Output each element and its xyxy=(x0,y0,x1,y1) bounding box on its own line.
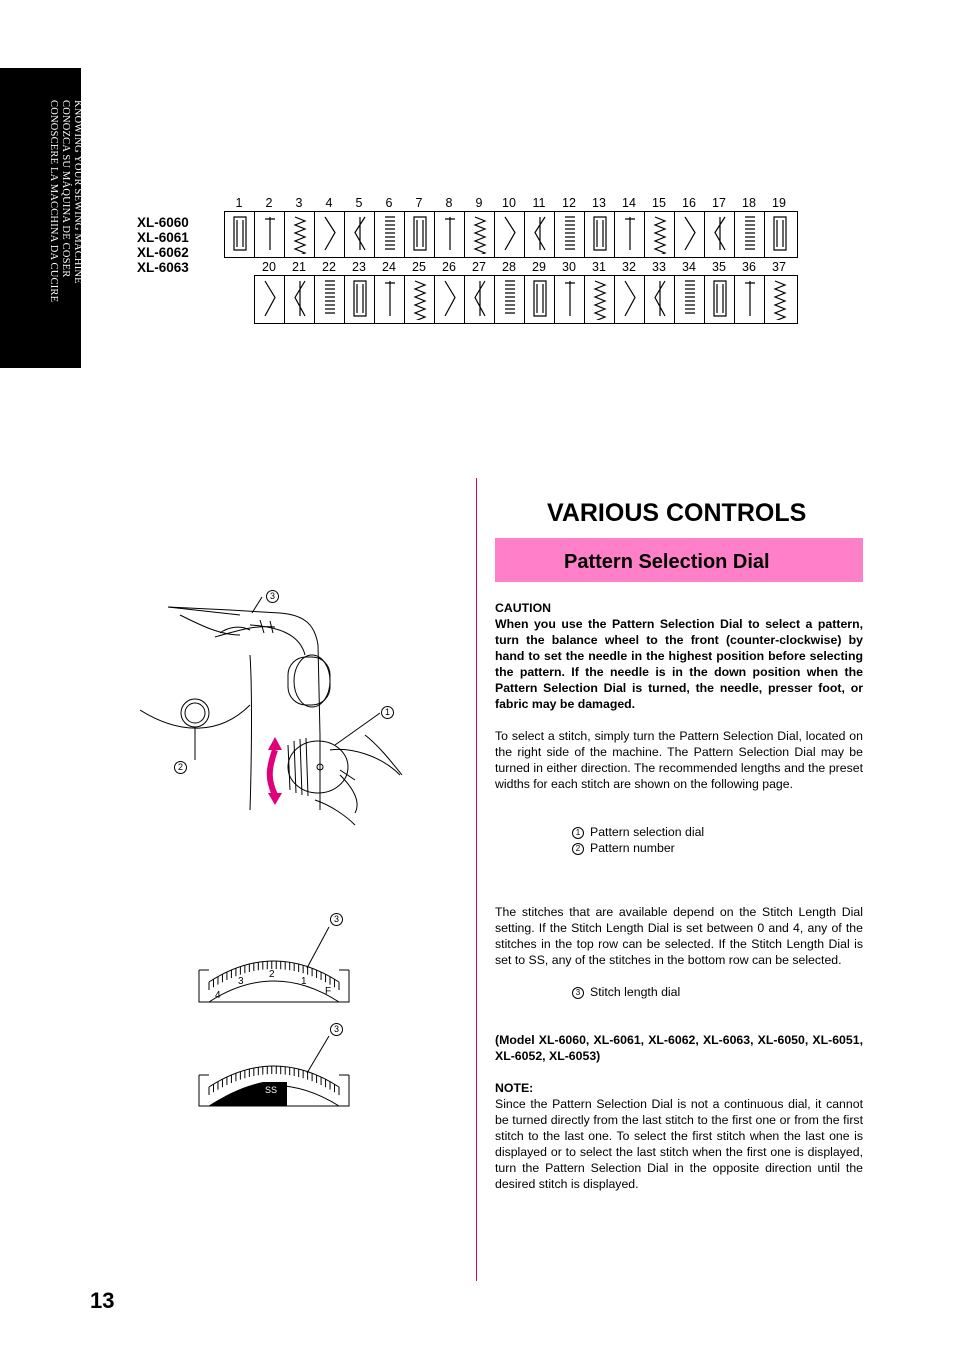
stitch-cell xyxy=(675,212,705,257)
stitch-pattern-icon xyxy=(439,215,461,254)
side-tab-line: CONOZCA SU MÁQUINA DE COSER xyxy=(60,100,71,278)
dial-label: 1 xyxy=(301,976,307,987)
stitch-pattern-glyph xyxy=(475,217,485,254)
stitch-pattern-glyph xyxy=(295,217,305,254)
stitch-cell xyxy=(315,276,345,323)
caution-body: When you use the Pattern Selection Dial to select a pattern, turn the balance wheel to the front (counter-clockwise) by hand to set the needle in the highest position before selecting the pattern. If the needle is in the down position when the Pattern Selection Dial is turned, the needle, presser foot, or fabric may be damaged. xyxy=(495,617,863,711)
stitch-pattern-glyph xyxy=(595,281,605,320)
legend-number: 3 xyxy=(572,987,584,999)
pattern-number: 5 xyxy=(355,196,363,210)
stitch-pattern-icon xyxy=(649,279,671,320)
stitch-pattern-icon xyxy=(709,279,731,320)
legend-label: Pattern number xyxy=(590,841,675,855)
dial-label: F xyxy=(325,986,332,997)
section-title: Pattern Selection Dial xyxy=(564,551,770,573)
dial-label: 4 xyxy=(215,990,221,1001)
side-tab-text xyxy=(33,100,83,340)
stitch-pattern-icon xyxy=(529,215,551,254)
pattern-number: 12 xyxy=(562,196,576,210)
page-heading: VARIOUS CONTROLS xyxy=(547,499,807,527)
stitch-pattern-icon xyxy=(409,279,431,320)
stitch-pattern-glyph xyxy=(714,281,726,316)
stitch-cell xyxy=(705,276,735,323)
callout-3: 3 xyxy=(330,1023,343,1036)
stitch-pattern-icon xyxy=(319,215,341,254)
stitch-cell xyxy=(765,212,795,257)
side-tab-line: KNOWING YOUR SEWING MACHINE xyxy=(72,100,83,284)
stitch-pattern-glyph xyxy=(265,281,275,316)
stitch-pattern-icon xyxy=(559,215,581,254)
stitch-pattern-glyph xyxy=(565,281,575,316)
column-divider xyxy=(476,478,477,1281)
stitch-pattern-glyph xyxy=(745,217,755,249)
pattern-numbers-bottom xyxy=(254,260,796,274)
stitch-pattern-glyph xyxy=(445,217,455,250)
stitch-pattern-glyph xyxy=(774,217,786,250)
stitch-pattern-glyph xyxy=(475,281,485,316)
stitch-cell xyxy=(285,212,315,257)
stitch-cell xyxy=(585,276,615,323)
callout-1: 1 xyxy=(381,706,394,719)
legend-label: Pattern selection dial xyxy=(590,825,705,839)
pattern-number: 26 xyxy=(442,260,456,274)
stitch-pattern-icon xyxy=(619,215,641,254)
stitch-pattern-glyph xyxy=(685,281,695,313)
pattern-number: 21 xyxy=(292,260,306,274)
stitch-pattern-glyph xyxy=(775,281,785,320)
pattern-number: 27 xyxy=(472,260,486,274)
pattern-number: 25 xyxy=(412,260,426,274)
pattern-number: 3 xyxy=(295,196,303,210)
callout-3: 3 xyxy=(266,590,279,603)
stitch-pattern-glyph xyxy=(745,281,755,316)
stitch-length-dial-figure xyxy=(195,920,355,1010)
callout-2: 2 xyxy=(174,761,187,774)
stitch-length-dial-ss-figure xyxy=(195,1030,355,1110)
paragraph-select-stitch: To select a stitch, simply turn the Pattern Selection Dial, located on the right side of the machine. The Pattern Selection Dial may be turned in either direction. The recommended lengths and the preset widths for each stitch are shown on the following page. xyxy=(495,729,863,791)
stitch-pattern-icon xyxy=(679,279,701,320)
legend-number: 2 xyxy=(572,843,584,855)
stitch-cell xyxy=(375,212,405,257)
stitch-pattern-icon xyxy=(229,215,251,254)
stitch-pattern-glyph xyxy=(355,217,365,250)
pattern-number: 22 xyxy=(322,260,336,274)
stitch-table-bottom xyxy=(254,275,798,324)
stitch-cell xyxy=(525,276,555,323)
stitch-cell xyxy=(225,212,255,257)
stitch-cell xyxy=(315,212,345,257)
pattern-number: 1 xyxy=(235,196,243,210)
stitch-pattern-icon xyxy=(739,279,761,320)
stitch-cell xyxy=(405,212,435,257)
stitch-pattern-icon xyxy=(379,279,401,320)
stitch-pattern-glyph xyxy=(534,281,546,316)
stitch-pattern-glyph xyxy=(265,217,275,250)
pattern-number: 9 xyxy=(475,196,483,210)
model-name: XL-6062 xyxy=(137,245,189,260)
stitch-pattern-icon xyxy=(769,215,791,254)
note-title: NOTE: xyxy=(495,1081,534,1095)
pattern-number: 30 xyxy=(562,260,576,274)
stitch-pattern-glyph xyxy=(445,281,455,316)
model-list xyxy=(137,215,189,275)
pattern-number: 32 xyxy=(622,260,636,274)
stitch-pattern-icon xyxy=(319,279,341,320)
stitch-cell xyxy=(615,276,645,323)
stitch-pattern-icon xyxy=(259,215,281,254)
stitch-pattern-glyph xyxy=(505,281,515,313)
stitch-pattern-icon xyxy=(529,279,551,320)
pattern-number: 11 xyxy=(532,196,546,210)
callout-3: 3 xyxy=(330,913,343,926)
model-name: XL-6060 xyxy=(137,215,189,230)
pattern-number: 16 xyxy=(682,196,696,210)
pattern-number: 19 xyxy=(772,196,786,210)
stitch-cell xyxy=(435,212,465,257)
pattern-number: 8 xyxy=(445,196,453,210)
pattern-number: 20 xyxy=(262,260,276,274)
stitch-cell xyxy=(255,276,285,323)
stitch-pattern-glyph xyxy=(295,281,305,316)
legend-item xyxy=(572,984,680,1000)
stitch-pattern-glyph xyxy=(325,217,335,250)
stitch-pattern-icon xyxy=(709,215,731,254)
stitch-pattern-glyph xyxy=(565,217,575,249)
stitch-pattern-icon xyxy=(499,279,521,320)
legend-figure-2 xyxy=(572,984,680,1000)
stitch-cell xyxy=(645,276,675,323)
pattern-number: 17 xyxy=(712,196,726,210)
pattern-number: 15 xyxy=(652,196,666,210)
pattern-number: 35 xyxy=(712,260,726,274)
stitch-cell xyxy=(675,276,705,323)
stitch-cell xyxy=(465,276,495,323)
stitch-pattern-icon xyxy=(649,215,671,254)
page-number: 13 xyxy=(90,1288,115,1313)
stitch-pattern-glyph xyxy=(625,217,635,250)
stitch-pattern-glyph xyxy=(414,217,426,250)
stitch-cell xyxy=(465,212,495,257)
stitch-pattern-icon xyxy=(379,215,401,254)
stitch-pattern-icon xyxy=(679,215,701,254)
side-tab-line: CONOSCERE LA MACCHINA DA CUCIRE xyxy=(48,100,59,303)
legend-figure-1 xyxy=(572,824,704,856)
pattern-number: 29 xyxy=(532,260,546,274)
stitch-cell xyxy=(375,276,405,323)
stitch-pattern-icon xyxy=(439,279,461,320)
stitch-cell xyxy=(285,276,315,323)
pattern-numbers-top xyxy=(224,196,796,210)
models-note: (Model XL-6060, XL-6061, XL-6062, XL-6063, XL-6050, XL-6051, XL-6052, XL-6053) xyxy=(495,1033,863,1063)
stitch-pattern-glyph xyxy=(655,281,665,316)
machine-illustration xyxy=(140,585,410,830)
dial-ss-label: SS xyxy=(265,1085,278,1095)
stitch-cell xyxy=(525,212,555,257)
pattern-number: 6 xyxy=(385,196,393,210)
pattern-number: 4 xyxy=(325,196,333,210)
model-name: XL-6063 xyxy=(137,260,189,275)
paragraph-stitch-availability: The stitches that are available depend on the Stitch Length Dial setting. If the Stitch Length Dial is set between 0 and 4, any of the stitches in the top row can be selected. If the Stitch Length Dial is set to SS, any of the stitches in the bottom row can be selected. xyxy=(495,905,863,967)
stitch-cell xyxy=(555,276,585,323)
stitch-cell xyxy=(555,212,585,257)
stitch-pattern-icon xyxy=(289,279,311,320)
stitch-pattern-glyph xyxy=(385,281,395,316)
pattern-number: 18 xyxy=(742,196,756,210)
stitch-cell xyxy=(345,212,375,257)
stitch-cell xyxy=(645,212,675,257)
pattern-number: 2 xyxy=(265,196,273,210)
dial-label: 2 xyxy=(269,969,275,980)
pattern-number: 31 xyxy=(592,260,606,274)
caution-title: CAUTION xyxy=(495,601,552,615)
stitch-pattern-glyph xyxy=(505,217,515,250)
legend-label: Stitch length dial xyxy=(590,985,681,999)
section-title-bar xyxy=(495,538,863,582)
stitch-pattern-icon xyxy=(589,215,611,254)
model-name: XL-6061 xyxy=(137,230,189,245)
stitch-pattern-icon xyxy=(409,215,431,254)
dial-label: 3 xyxy=(238,976,244,987)
stitch-pattern-icon xyxy=(289,215,311,254)
stitch-table-top xyxy=(224,211,798,258)
stitch-pattern-glyph xyxy=(715,217,725,250)
stitch-cell xyxy=(705,212,735,257)
stitch-cell xyxy=(615,212,645,257)
stitch-cell xyxy=(405,276,435,323)
stitch-pattern-glyph xyxy=(685,217,695,250)
legend-item xyxy=(572,840,704,856)
stitch-cell xyxy=(765,276,795,323)
pattern-number: 24 xyxy=(382,260,396,274)
pattern-number: 10 xyxy=(502,196,516,210)
stitch-pattern-glyph xyxy=(535,217,545,250)
stitch-pattern-icon xyxy=(469,215,491,254)
pattern-number: 37 xyxy=(772,260,786,274)
pattern-number: 14 xyxy=(622,196,636,210)
stitch-cell xyxy=(255,212,285,257)
stitch-cell xyxy=(495,276,525,323)
stitch-cell xyxy=(735,276,765,323)
stitch-pattern-glyph xyxy=(594,217,606,250)
stitch-cell xyxy=(735,212,765,257)
pattern-number: 13 xyxy=(592,196,606,210)
stitch-pattern-glyph xyxy=(625,281,635,316)
legend-item xyxy=(572,824,704,840)
stitch-pattern-icon xyxy=(739,215,761,254)
stitch-pattern-glyph xyxy=(354,281,366,316)
stitch-cell xyxy=(585,212,615,257)
legend-number: 1 xyxy=(572,827,584,839)
stitch-pattern-icon xyxy=(349,215,371,254)
pattern-number: 36 xyxy=(742,260,756,274)
pattern-number: 34 xyxy=(682,260,696,274)
stitch-pattern-glyph xyxy=(234,217,246,250)
stitch-pattern-icon xyxy=(559,279,581,320)
stitch-pattern-glyph xyxy=(385,217,395,249)
stitch-pattern-glyph xyxy=(325,281,335,313)
note-body: Since the Pattern Selection Dial is not a continuous dial, it cannot be turned directly from the last stitch to the first one or from the first stitch to the last one. To select the first stitch when the last one is displayed or to select the last stitch when the first one is displayed, turn the Pattern Selection Dial in the opposite direction until the desired stitch is displayed. xyxy=(495,1097,863,1191)
stitch-cell xyxy=(435,276,465,323)
pattern-number: 28 xyxy=(502,260,516,274)
stitch-pattern-icon xyxy=(259,279,281,320)
stitch-pattern-icon xyxy=(769,279,791,320)
pattern-number: 7 xyxy=(415,196,423,210)
stitch-cell xyxy=(345,276,375,323)
stitch-pattern-icon xyxy=(619,279,641,320)
pattern-number: 33 xyxy=(652,260,666,274)
stitch-pattern-icon xyxy=(349,279,371,320)
stitch-pattern-glyph xyxy=(655,217,665,254)
stitch-cell xyxy=(495,212,525,257)
stitch-pattern-icon xyxy=(499,215,521,254)
stitch-pattern-glyph xyxy=(415,281,425,320)
stitch-pattern-icon xyxy=(469,279,491,320)
stitch-pattern-icon xyxy=(589,279,611,320)
pattern-number: 23 xyxy=(352,260,366,274)
